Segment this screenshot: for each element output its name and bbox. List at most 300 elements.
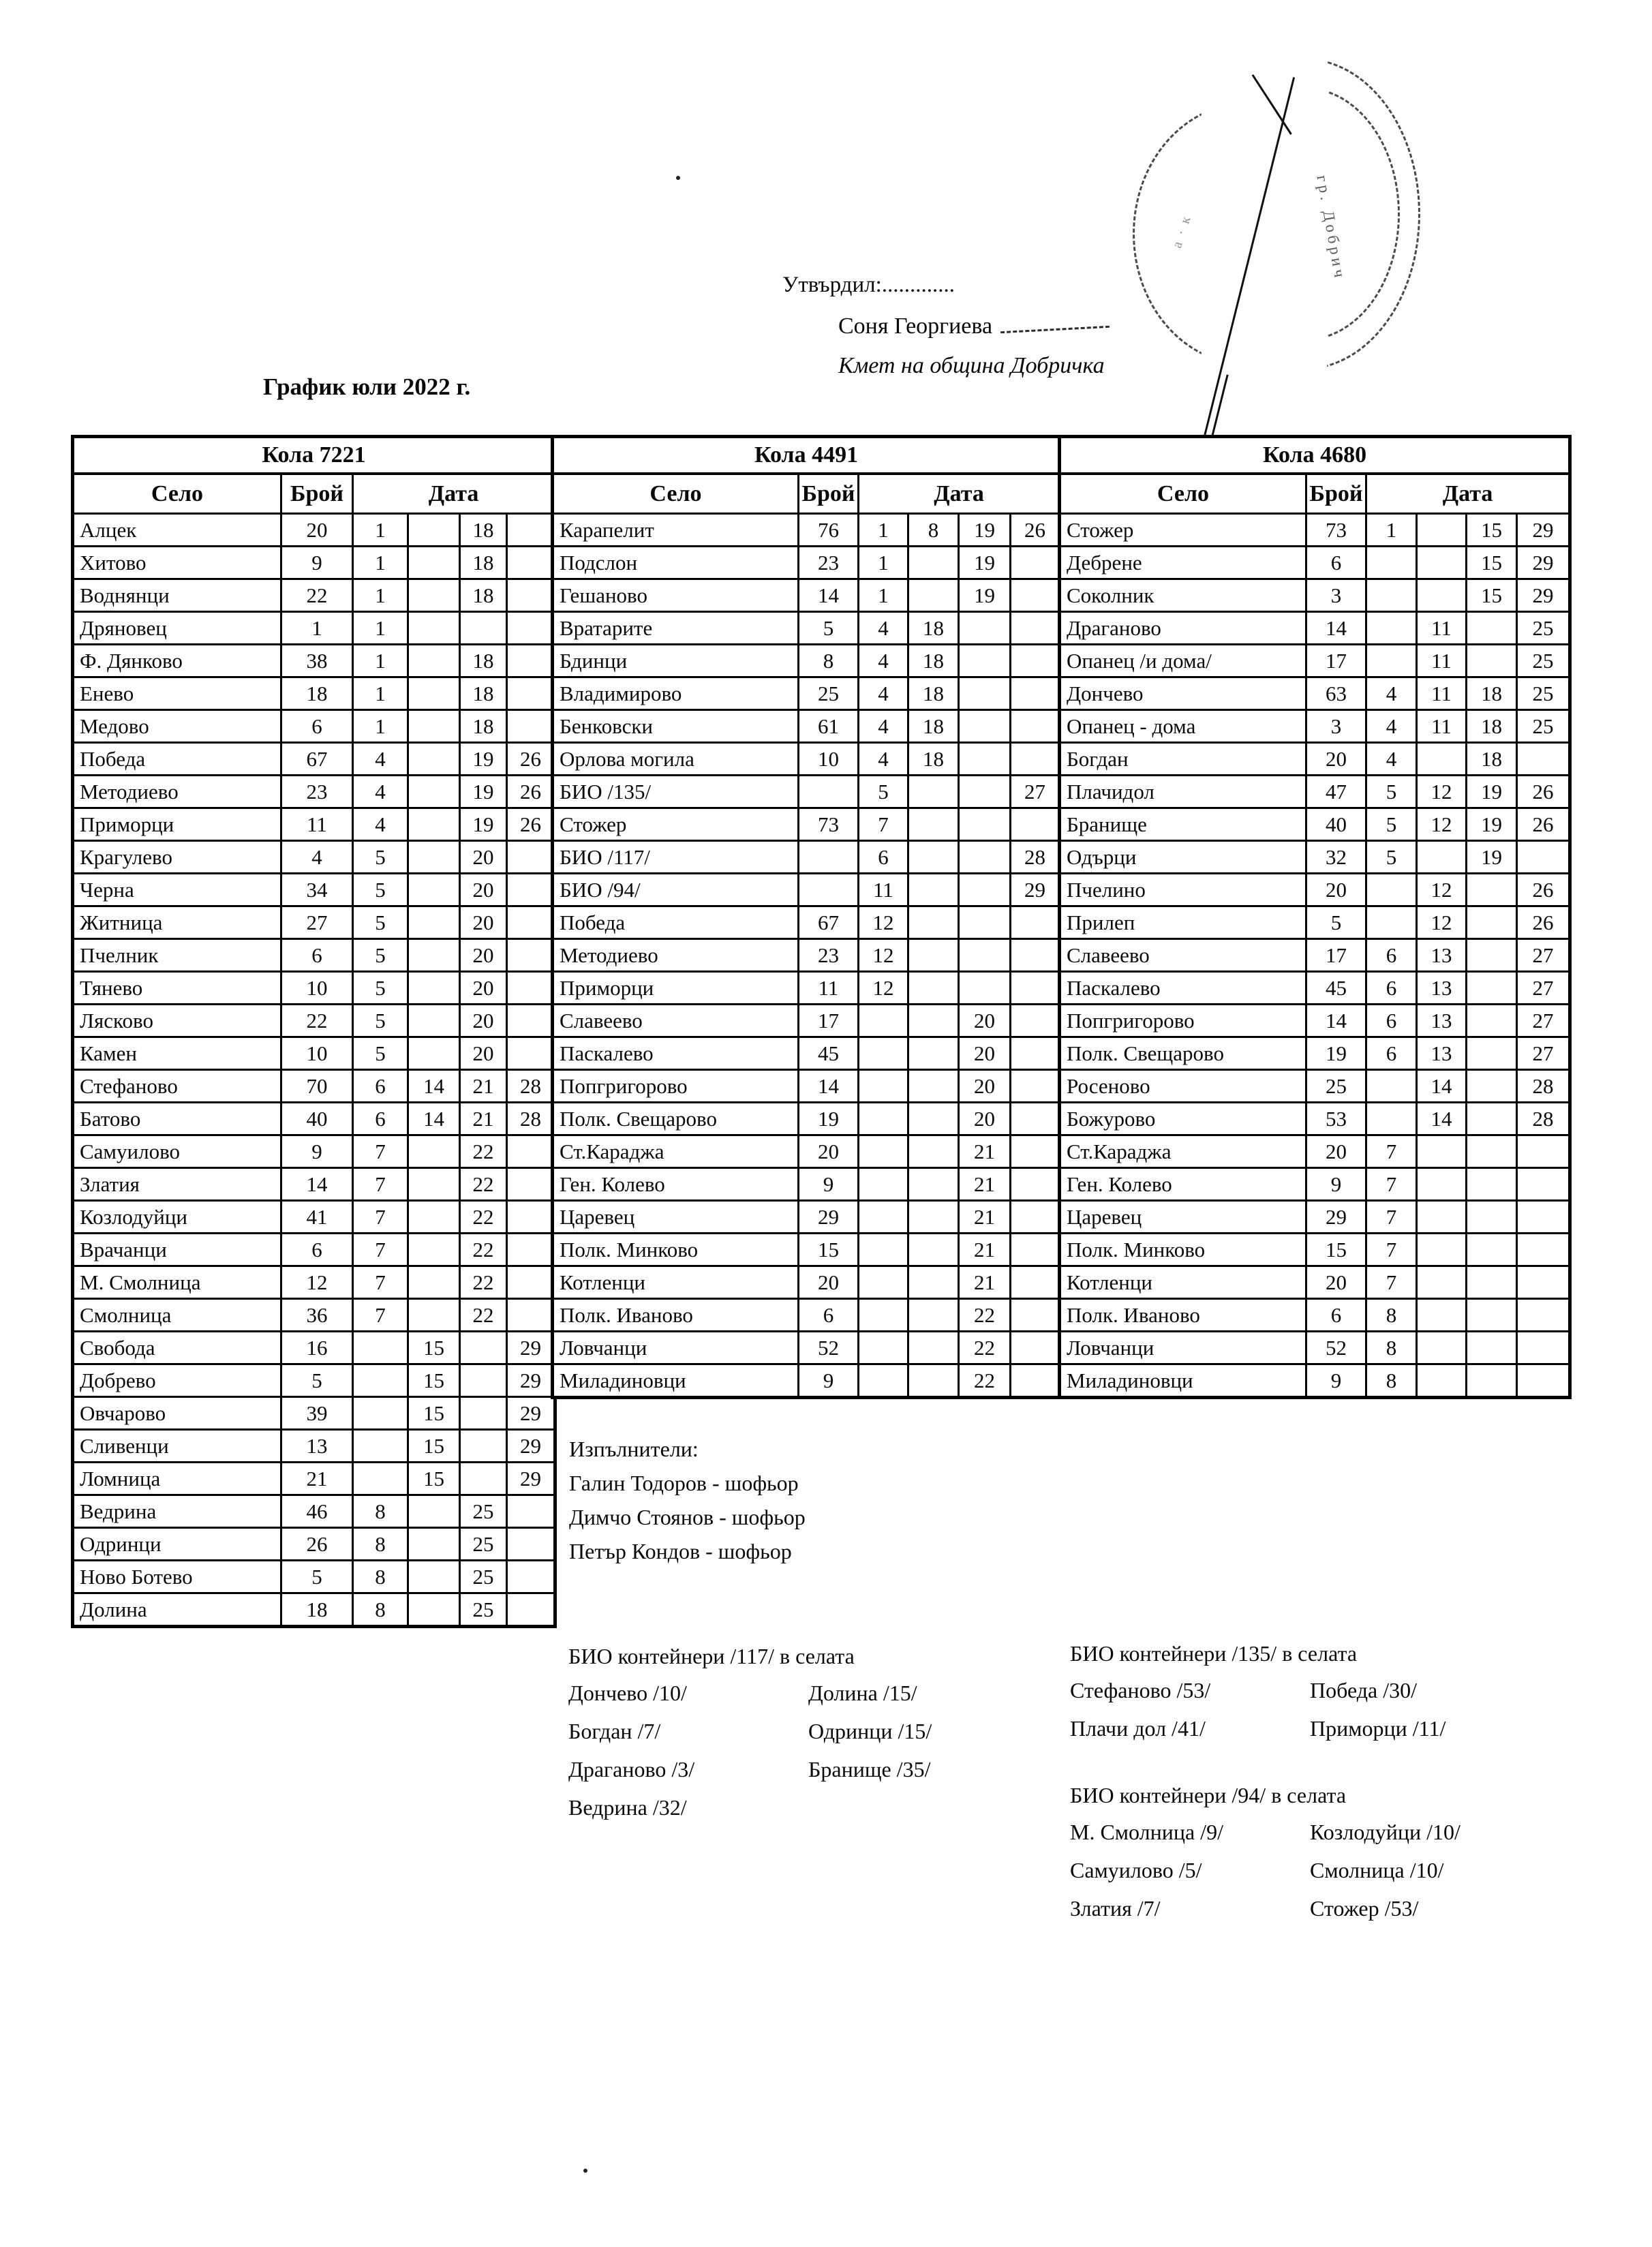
date-cell: 5 [353, 841, 408, 874]
count-cell: 18 [281, 677, 353, 710]
date-cell: 6 [353, 1070, 408, 1103]
date-cell [1011, 1005, 1060, 1037]
table-row [553, 1037, 1060, 1070]
village-cell: Методиево [553, 939, 799, 972]
date-cell [859, 1266, 908, 1299]
date-cell [908, 874, 959, 906]
date-cell: 26 [1517, 874, 1570, 906]
table-row [1060, 1266, 1570, 1299]
village-cell: Прилеп [1060, 906, 1306, 939]
table-row [1060, 776, 1570, 808]
date-cell [1467, 1005, 1517, 1037]
date-cell [507, 1168, 555, 1201]
count-cell: 45 [799, 1037, 859, 1070]
date-cell: 18 [460, 677, 507, 710]
date-cell [1011, 612, 1060, 645]
date-cell: 8 [908, 514, 959, 547]
date-cell: 11 [1417, 645, 1467, 677]
date-cell: 20 [460, 972, 507, 1005]
date-cell: 7 [859, 808, 908, 841]
village-cell: Карапелит [553, 514, 799, 547]
table-row [553, 1103, 1060, 1135]
date-cell: 20 [460, 939, 507, 972]
village-cell: Дряновец [73, 612, 281, 645]
bio-item: Ведрина /32/ [568, 1795, 687, 1820]
count-cell: 14 [281, 1168, 353, 1201]
date-cell [408, 547, 460, 579]
bio-block-94 [1070, 1783, 1535, 1934]
schedule-table-kola-7221 [71, 435, 557, 1628]
date-cell [1417, 547, 1467, 579]
date-cell: 5 [353, 906, 408, 939]
date-cell [859, 1070, 908, 1103]
date-cell: 22 [460, 1234, 507, 1266]
table-row [73, 1495, 555, 1528]
date-cell: 8 [1366, 1332, 1417, 1364]
date-cell: 1 [353, 645, 408, 677]
date-cell: 1 [353, 612, 408, 645]
village-cell: Плачидол [1060, 776, 1306, 808]
village-cell: Попгригорово [553, 1070, 799, 1103]
date-cell [408, 972, 460, 1005]
village-cell: Енево [73, 677, 281, 710]
date-cell: 14 [1417, 1070, 1467, 1103]
date-cell [1467, 1364, 1517, 1398]
date-cell [1011, 677, 1060, 710]
date-cell: 18 [908, 612, 959, 645]
schedule-table-kola-4491 [551, 435, 1062, 1399]
table-row [73, 1005, 555, 1037]
date-cell [1366, 612, 1417, 645]
village-cell: Ломница [73, 1463, 281, 1495]
count-cell: 14 [799, 579, 859, 612]
count-cell: 6 [799, 1299, 859, 1332]
date-cell: 4 [353, 743, 408, 776]
date-cell [908, 1103, 959, 1135]
date-cell [859, 1168, 908, 1201]
date-cell: 22 [460, 1266, 507, 1299]
col-header-count: Брой [1306, 474, 1366, 514]
date-cell: 18 [1467, 710, 1517, 743]
date-cell [908, 1168, 959, 1201]
table-row [1060, 547, 1570, 579]
village-cell: Бенковски [553, 710, 799, 743]
table-row [553, 1299, 1060, 1332]
date-cell: 5 [1366, 808, 1417, 841]
date-cell: 1 [859, 514, 908, 547]
table-row [553, 677, 1060, 710]
count-cell: 47 [1306, 776, 1366, 808]
table-row [1060, 677, 1570, 710]
car-header: Кола 4491 [553, 437, 1060, 474]
table-row [553, 645, 1060, 677]
table-row [553, 1168, 1060, 1201]
date-cell [1467, 1299, 1517, 1332]
date-cell [507, 1495, 555, 1528]
date-cell [1011, 710, 1060, 743]
date-cell [1467, 874, 1517, 906]
village-cell: Одърци [1060, 841, 1306, 874]
date-cell [1011, 808, 1060, 841]
village-cell: Полк. Свещарово [1060, 1037, 1306, 1070]
date-cell [1467, 1168, 1517, 1201]
date-cell: 12 [1417, 808, 1467, 841]
date-cell [959, 808, 1011, 841]
date-cell [908, 776, 959, 808]
village-cell: Стефаново [73, 1070, 281, 1103]
date-cell: 18 [1467, 677, 1517, 710]
date-cell [353, 1463, 408, 1495]
date-cell: 26 [1517, 906, 1570, 939]
village-cell: Приморци [553, 972, 799, 1005]
date-cell [859, 1299, 908, 1332]
table-row [73, 939, 555, 972]
date-cell [1517, 1332, 1570, 1364]
table-row [553, 1201, 1060, 1234]
table-row [73, 1103, 555, 1135]
date-cell [1517, 1364, 1570, 1398]
table-row [73, 1528, 555, 1561]
village-cell: Стожер [553, 808, 799, 841]
date-cell [408, 1201, 460, 1234]
table-row [1060, 645, 1570, 677]
table-row [73, 1168, 555, 1201]
date-cell [408, 1528, 460, 1561]
date-cell [408, 514, 460, 547]
date-cell [353, 1430, 408, 1463]
date-cell: 25 [460, 1561, 507, 1593]
count-cell: 9 [799, 1168, 859, 1201]
signature-scribble [1000, 326, 1110, 333]
date-cell [1011, 1168, 1060, 1201]
date-cell [1417, 1299, 1467, 1332]
car-header: Кола 4680 [1060, 437, 1570, 474]
table-row [73, 1070, 555, 1103]
village-cell: Вратарите [553, 612, 799, 645]
date-cell [408, 1168, 460, 1201]
table-row [1060, 808, 1570, 841]
col-header-count: Брой [799, 474, 859, 514]
date-cell: 8 [353, 1495, 408, 1528]
scan-speck [583, 2169, 587, 2173]
table-row [553, 612, 1060, 645]
bio-item: Козлодуйци /10/ [1310, 1820, 1460, 1844]
count-cell: 9 [1306, 1364, 1366, 1398]
date-cell: 1 [859, 547, 908, 579]
date-cell [1417, 514, 1467, 547]
village-cell: Ген. Колево [553, 1168, 799, 1201]
village-cell: Пчелино [1060, 874, 1306, 906]
count-cell: 45 [1306, 972, 1366, 1005]
date-cell: 5 [353, 972, 408, 1005]
bio-item: Долина /15/ [808, 1681, 917, 1705]
bio-item: Приморци /11/ [1310, 1716, 1446, 1741]
village-cell: Черна [73, 874, 281, 906]
date-cell: 20 [959, 1070, 1011, 1103]
date-cell: 25 [1517, 612, 1570, 645]
count-cell: 6 [281, 939, 353, 972]
date-cell [908, 841, 959, 874]
date-cell: 26 [507, 776, 555, 808]
date-cell: 29 [507, 1332, 555, 1364]
table-row [553, 743, 1060, 776]
count-cell: 3 [1306, 710, 1366, 743]
count-cell: 15 [1306, 1234, 1366, 1266]
date-cell: 19 [1467, 841, 1517, 874]
date-cell: 12 [1417, 776, 1467, 808]
count-cell: 53 [1306, 1103, 1366, 1135]
date-cell: 25 [1517, 710, 1570, 743]
village-cell: Методиево [73, 776, 281, 808]
date-cell: 21 [959, 1168, 1011, 1201]
date-cell [1417, 1364, 1467, 1398]
date-cell: 20 [460, 874, 507, 906]
date-cell [1517, 1234, 1570, 1266]
village-cell: Царевец [553, 1201, 799, 1234]
bio-item: Самуилово /5/ [1070, 1858, 1202, 1882]
date-cell: 26 [507, 808, 555, 841]
table-row [1060, 1103, 1570, 1135]
date-cell: 15 [408, 1430, 460, 1463]
count-cell: 67 [281, 743, 353, 776]
scan-speck [676, 176, 680, 180]
date-cell [1417, 1332, 1467, 1364]
village-cell: Царевец [1060, 1201, 1306, 1234]
date-cell: 22 [460, 1201, 507, 1234]
table-row [73, 1332, 555, 1364]
table-row [73, 1037, 555, 1070]
village-cell: Котленци [553, 1266, 799, 1299]
date-cell [1011, 1103, 1060, 1135]
date-cell [1011, 1070, 1060, 1103]
table-row [73, 1593, 555, 1627]
date-cell [408, 1005, 460, 1037]
date-cell [1517, 1135, 1570, 1168]
table-row [1060, 710, 1570, 743]
date-cell: 12 [859, 906, 908, 939]
date-cell: 18 [460, 547, 507, 579]
date-cell [1517, 1168, 1570, 1201]
count-cell: 8 [799, 645, 859, 677]
date-cell: 1 [353, 677, 408, 710]
date-cell [507, 1266, 555, 1299]
count-cell: 4 [281, 841, 353, 874]
count-cell: 3 [1306, 579, 1366, 612]
car-header: Кола 7221 [73, 437, 555, 474]
table-row [73, 1234, 555, 1266]
village-cell: Ловчанци [553, 1332, 799, 1364]
table-row [73, 906, 555, 939]
date-cell [1517, 743, 1570, 776]
table-row [1060, 579, 1570, 612]
date-cell: 4 [1366, 743, 1417, 776]
date-cell: 6 [353, 1103, 408, 1135]
count-cell: 63 [1306, 677, 1366, 710]
table-row [1060, 612, 1570, 645]
count-cell: 19 [1306, 1037, 1366, 1070]
table-row [73, 514, 555, 547]
executors-label: Изпълнители: [569, 1437, 699, 1461]
table-row [1060, 906, 1570, 939]
village-cell: Алцек [73, 514, 281, 547]
village-cell: Богдан [1060, 743, 1306, 776]
table-row [73, 1364, 555, 1397]
village-cell: Стожер [1060, 514, 1306, 547]
count-cell: 32 [1306, 841, 1366, 874]
count-cell [799, 776, 859, 808]
village-cell: Победа [73, 743, 281, 776]
bio-item: Златия /7/ [1070, 1896, 1161, 1921]
date-cell [408, 939, 460, 972]
count-cell: 14 [1306, 612, 1366, 645]
count-cell: 22 [281, 579, 353, 612]
date-cell [859, 1103, 908, 1135]
date-cell [1366, 645, 1417, 677]
date-cell [408, 612, 460, 645]
date-cell [1517, 1201, 1570, 1234]
village-cell: Сливенци [73, 1430, 281, 1463]
count-cell: 73 [1306, 514, 1366, 547]
date-cell [460, 1332, 507, 1364]
date-cell: 18 [908, 677, 959, 710]
executor-name: Галин Тодоров - шофьор [569, 1471, 799, 1495]
village-cell: Ловчанци [1060, 1332, 1306, 1364]
date-cell: 22 [460, 1168, 507, 1201]
date-cell [1366, 906, 1417, 939]
date-cell: 18 [460, 579, 507, 612]
date-cell: 13 [1417, 939, 1467, 972]
date-cell: 29 [507, 1430, 555, 1463]
date-cell [1467, 1201, 1517, 1234]
date-cell [908, 972, 959, 1005]
count-cell: 20 [281, 514, 353, 547]
date-cell: 11 [1417, 710, 1467, 743]
bio-block-117 [568, 1644, 1033, 1833]
count-cell: 34 [281, 874, 353, 906]
date-cell [507, 547, 555, 579]
date-cell: 28 [507, 1070, 555, 1103]
date-cell [408, 1037, 460, 1070]
date-cell: 15 [1467, 579, 1517, 612]
village-cell: Орлова могила [553, 743, 799, 776]
village-cell: Божурово [1060, 1103, 1306, 1135]
col-header-village: Село [553, 474, 799, 514]
date-cell: 22 [959, 1364, 1011, 1398]
date-cell [408, 710, 460, 743]
stamp-text-fragment: а · к [1169, 213, 1195, 250]
village-cell: Ст.Караджа [553, 1135, 799, 1168]
date-cell [1417, 1201, 1467, 1234]
date-cell: 18 [1467, 743, 1517, 776]
date-cell: 8 [1366, 1364, 1417, 1398]
count-cell: 13 [281, 1430, 353, 1463]
date-cell [1467, 1070, 1517, 1103]
date-cell: 26 [1517, 808, 1570, 841]
date-cell [1467, 972, 1517, 1005]
date-cell: 28 [1517, 1070, 1570, 1103]
date-cell [507, 1234, 555, 1266]
date-cell [859, 1201, 908, 1234]
date-cell: 18 [908, 645, 959, 677]
table-row [73, 710, 555, 743]
date-cell: 28 [1011, 841, 1060, 874]
date-cell [507, 514, 555, 547]
date-cell [1517, 1266, 1570, 1299]
date-cell: 20 [959, 1037, 1011, 1070]
village-cell: Опанец /и дома/ [1060, 645, 1306, 677]
table-row [73, 743, 555, 776]
table-row [1060, 874, 1570, 906]
village-cell: Опанец - дома [1060, 710, 1306, 743]
date-cell: 7 [353, 1266, 408, 1299]
date-cell [1417, 579, 1467, 612]
table-row [73, 874, 555, 906]
page-title: График юли 2022 г. [263, 373, 471, 400]
date-cell: 4 [859, 677, 908, 710]
date-cell [908, 808, 959, 841]
date-cell [1467, 906, 1517, 939]
village-cell: Житница [73, 906, 281, 939]
col-header-count: Брой [281, 474, 353, 514]
date-cell [959, 743, 1011, 776]
date-cell: 8 [353, 1593, 408, 1627]
date-cell [1011, 1234, 1060, 1266]
table-row [1060, 1168, 1570, 1201]
table-row [553, 874, 1060, 906]
date-cell: 5 [353, 874, 408, 906]
table-row [553, 547, 1060, 579]
date-cell [408, 808, 460, 841]
date-cell: 12 [1417, 874, 1467, 906]
date-cell: 29 [507, 1463, 555, 1495]
date-cell: 4 [353, 808, 408, 841]
col-header-village: Село [1060, 474, 1306, 514]
date-cell [408, 743, 460, 776]
date-cell [353, 1364, 408, 1397]
date-cell [1467, 1135, 1517, 1168]
date-cell [908, 1332, 959, 1364]
date-cell [1011, 972, 1060, 1005]
date-cell [959, 776, 1011, 808]
village-cell: Владимирово [553, 677, 799, 710]
table-row [1060, 1070, 1570, 1103]
date-cell [1011, 1364, 1060, 1398]
date-cell [959, 677, 1011, 710]
date-cell: 20 [460, 1005, 507, 1037]
village-cell: Самуилово [73, 1135, 281, 1168]
date-cell [1467, 939, 1517, 972]
count-cell: 26 [281, 1528, 353, 1561]
date-cell: 18 [460, 514, 507, 547]
date-cell [408, 841, 460, 874]
executor-name: Петър Кондов - шофьор [569, 1539, 792, 1563]
date-cell [1517, 841, 1570, 874]
date-cell [408, 906, 460, 939]
date-cell: 27 [1517, 939, 1570, 972]
table-row [553, 710, 1060, 743]
date-cell [1417, 743, 1467, 776]
village-cell: БИО /117/ [553, 841, 799, 874]
date-cell: 7 [353, 1234, 408, 1266]
date-cell: 26 [1011, 514, 1060, 547]
count-cell: 20 [1306, 1135, 1366, 1168]
date-cell: 6 [1366, 1005, 1417, 1037]
date-cell: 1 [859, 579, 908, 612]
date-cell: 21 [460, 1103, 507, 1135]
date-cell: 20 [460, 906, 507, 939]
date-cell: 22 [959, 1332, 1011, 1364]
table-row [73, 1463, 555, 1495]
